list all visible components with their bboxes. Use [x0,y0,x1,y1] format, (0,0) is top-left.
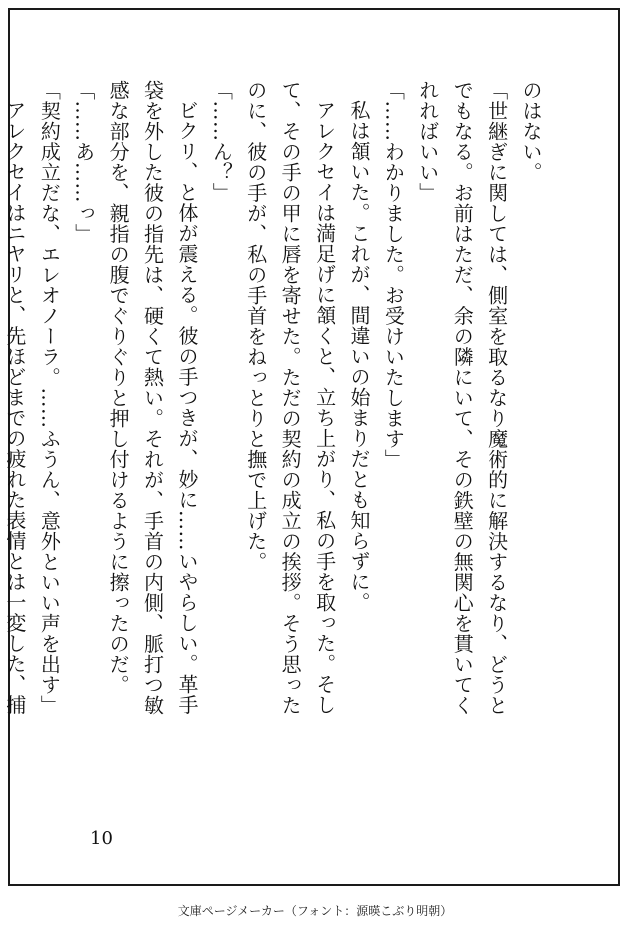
paragraph-9: 「契約成立だな、エレオノーラ。……ふうん、意外といい声を出す」 [37,80,62,716]
paragraph-3: 「……わかりました。お受けいたします」 [381,80,406,470]
page-number: 10 [90,828,113,849]
paragraph-4: 私は頷いた。これが、間違いの始まりだとも知らずに。 [346,100,371,613]
paragraph-8: 「……あ……っ」 [71,80,96,244]
paragraph-5: アレクセイは満足げに頷くと、立ち上がり、私の手を取った。そして、その手の甲に唇を寄せた。ただの契約の成立の挨拶。そう思ったのに、彼の手が、私の手首をねっとりと撫で上げた。 [243,80,337,716]
paragraph-6: 「……ん？」 [209,80,234,203]
novel-text-body [0,80,548,720]
paragraph-1: のはない。 [519,80,543,183]
page-frame [2,8,620,886]
paragraph-7: ビクリ、と体が震える。彼の手つきが、妙に……いやらしい。革手袋を外した彼の指先は、硬くて熱い。それが、手首の内側、脈打つ敏感な部分を、親指の腹でぐりぐりと押し付けるように擦ったのだ。 [106,80,199,716]
paragraph-10: アレクセイはニヤリと、先ほどまでの疲れた表情とは一変した、捕 [2,100,27,715]
paragraph-2: 「世継ぎに関しては、側室を取るなり魔術的に解決するなり、どうとでもなる。お前はただ、余の隣にいて、その鉄壁の無関心を貫いてくれればいい」 [415,80,509,716]
footer-caption: 文庫ページメーカー（フォント：源暎こぶり明朝） [177,904,453,918]
